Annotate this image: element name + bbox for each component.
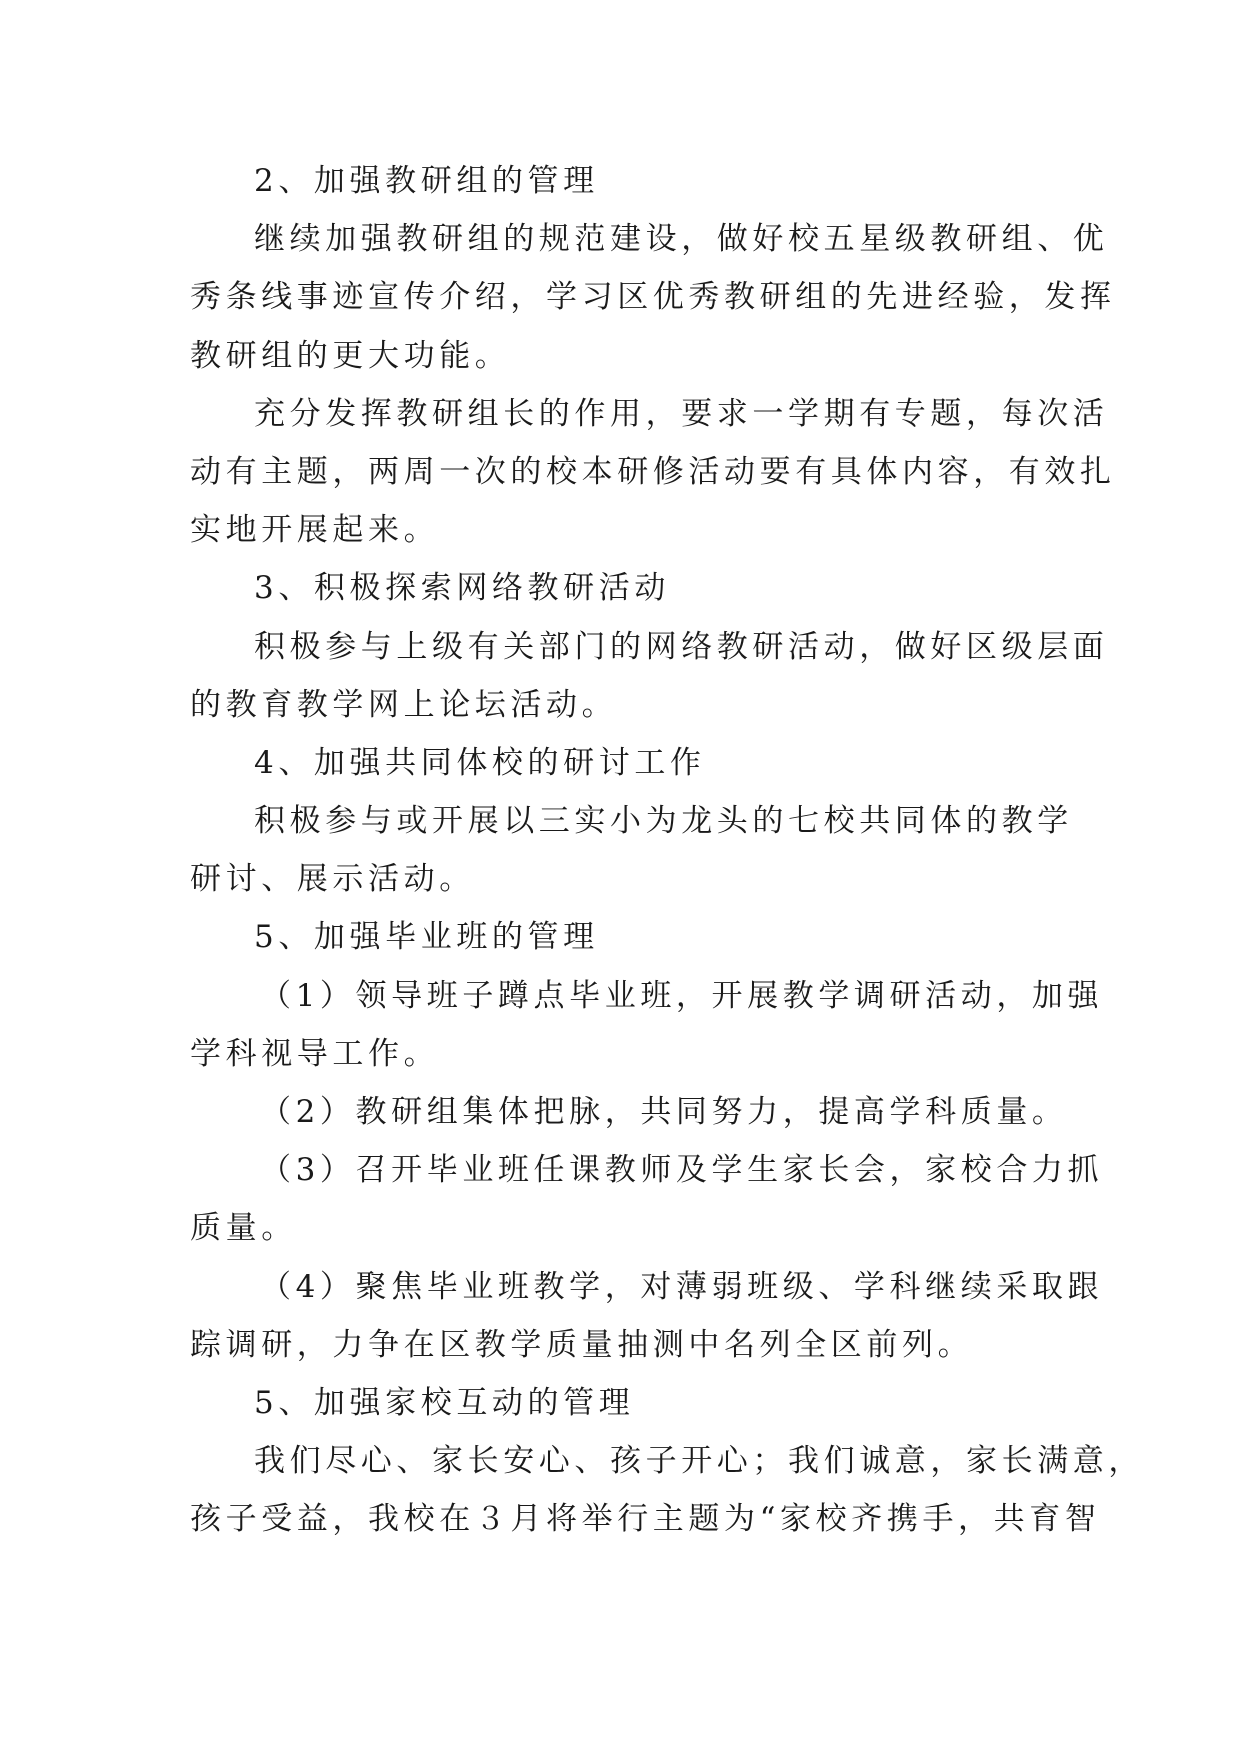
paragraph-line: 积极参与或开展以三实小为龙头的七校共同体的教学 <box>254 803 1073 840</box>
section-heading: 3、积极探索网络教研活动 <box>254 570 670 607</box>
list-item-line: （4）聚焦毕业班教学，对薄弱班级、学科继续采取跟 <box>260 1268 1104 1305</box>
section-heading: 2、加强教研组的管理 <box>254 163 599 199</box>
paragraph-line: 积极参与上级有关部门的网络教研活动，做好区级层面 <box>254 628 1109 665</box>
paragraph-line: 我们尽心、家长安心、孩子开心；我们诚意，家长满意， <box>254 1443 1144 1480</box>
paragraph-line: 实地开展起来。 <box>190 512 440 549</box>
paragraph-line: 秀条线事迹宣传介绍，学习区优秀教研组的先进经验，发挥 <box>190 279 1116 316</box>
paragraph-line: 继续加强教研组的规范建设，做好校五星级教研组、优 <box>254 221 1109 258</box>
list-item-line: （2）教研组集体把脉，共同努力，提高学科质量。 <box>260 1094 1068 1130</box>
paragraph-line: 的教育教学网上论坛活动。 <box>190 686 618 723</box>
list-item-line: （1）领导班子蹲点毕业班，开展教学调研活动，加强 <box>260 977 1104 1014</box>
section-heading: 4、加强共同体校的研讨工作 <box>254 744 706 781</box>
section-heading: 5、加强家校互动的管理 <box>254 1384 635 1421</box>
list-item-line: 质量。 <box>190 1210 297 1247</box>
section-heading: 5、加强毕业班的管理 <box>254 919 599 956</box>
document-body <box>190 152 1144 1549</box>
paragraph-line: 孩子受益，我校在３月将举行主题为“家校齐携手，共育智 <box>190 1501 1101 1538</box>
list-item-line: 踪调研，力争在区教学质量抽测中名列全区前列。 <box>190 1326 974 1363</box>
paragraph-line: 动有主题，两周一次的校本研修活动要有具体内容，有效扎 <box>190 453 1116 490</box>
paragraph-line: 教研组的更大功能。 <box>190 337 511 374</box>
list-item-line: （3）召开毕业班任课教师及学生家长会，家校合力抓 <box>260 1152 1104 1189</box>
paragraph-line: 研讨、展示活动。 <box>190 861 475 898</box>
paragraph-line: 充分发挥教研组长的作用，要求一学期有专题，每次活 <box>254 395 1109 432</box>
list-item-line: 学科视导工作。 <box>190 1035 440 1072</box>
